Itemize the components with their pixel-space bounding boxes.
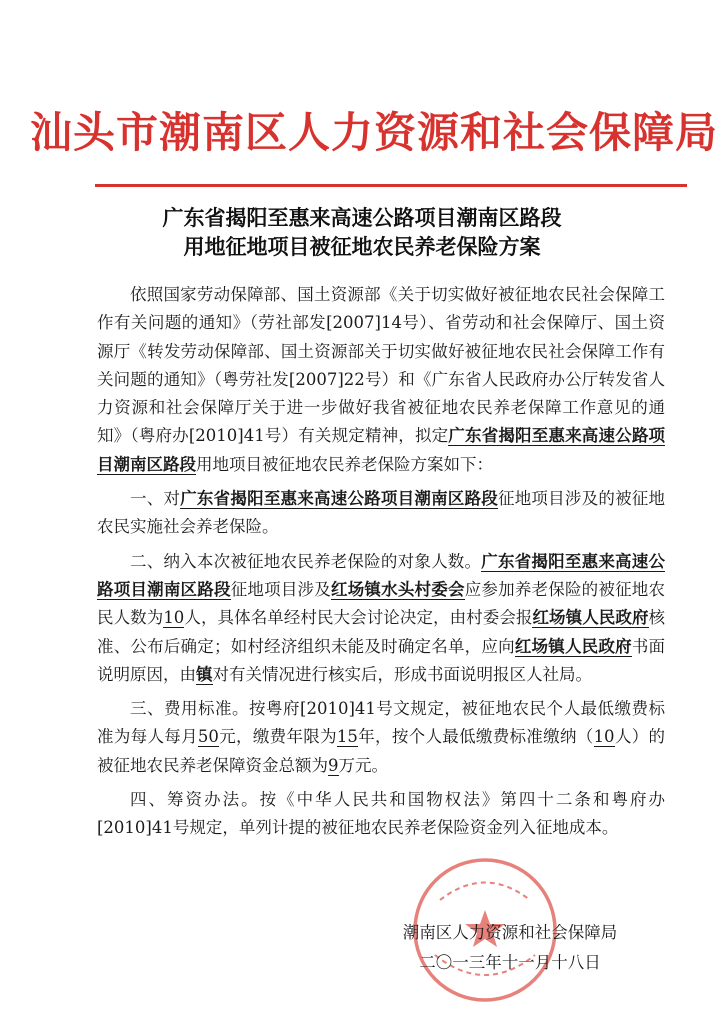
monthly-fee: 50: [197, 727, 219, 747]
letterhead-rule: [95, 184, 687, 187]
text-span: 三、费用标准。按粤府[2010]41号文规定，被征地农民个人最低缴费标准为每人每月: [97, 699, 665, 747]
paragraph-item-4: [97, 786, 665, 843]
text-span: 征地项目涉及: [230, 579, 331, 599]
signature-org: 潮南区人力资源和社会保障局: [402, 923, 618, 942]
town-government-highlight: 红场镇人民政府: [514, 636, 632, 656]
text-span: 依照国家劳动保障部、国土资源部《关于切实做好被征地农民社会保障工作有关问题的通知》（劳社部发[2007]14号）、省劳动和社会保障厅、国土资源厅《转发劳动保障部、国土资源部关于切实做好被征地农民社会保障工作有关问题的通知》（粤劳社发[2007]22号）和《广东省人民政府办公厅转发省人力资源和社会保障厅关于进一步做好我省被征地农民养老保障工作意见的通知》（粤府办[2010]41号）有关规定精神，拟定: [97, 285, 665, 446]
text-span: 对有关情况进行核实后，形成书面说明报区人社局。: [212, 664, 592, 684]
project-name-highlight: 广东省揭阳至惠来高速公路项目潮南区路段: [97, 551, 666, 599]
paragraph-item-1: [97, 485, 665, 542]
text-span: 征地项目涉及的被征地农民实施社会养老保险。: [97, 489, 666, 537]
people-count: 10: [163, 608, 185, 628]
letterhead-title: 汕头市潮南区人力资源和社会保障局: [30, 108, 719, 157]
text-span: 应参加养老保险的被征地农民人数为: [97, 579, 666, 628]
text-span: 四、筹资办法。按《中华人民共和国物权法》第四十二条和粤府办[2010]41号规定，单列计提的被征地农民养老保险资金列入征地成本。: [97, 790, 665, 838]
people-count: 10: [593, 727, 615, 747]
text-span: 用地项目被征地农民养老保险方案如下：: [196, 454, 493, 474]
text-span: 人，具体名单经村民大会讨论决定，由村委会报: [184, 608, 533, 628]
town-highlight: 镇: [196, 664, 213, 684]
document-title-line2: 用地征地项目被征地农民养老保险方案: [183, 234, 541, 259]
text-span: 人）的被征地农民养老保障资金总额为: [97, 727, 665, 775]
text-span: 一、对: [130, 489, 181, 509]
paragraph-basis: [97, 281, 665, 479]
total-amount: 9: [328, 755, 339, 775]
text-span: 核准、公布后确定；如村经济组织未能及时确定名单，应向: [97, 608, 666, 656]
text-span: 二、纳入本次被征地农民养老保险的对象人数。: [130, 551, 482, 571]
project-name-highlight: 广东省揭阳至惠来高速公路项目潮南区路段: [97, 426, 665, 474]
paragraph-item-3: [97, 695, 665, 780]
text-span: 书面说明原因，由: [97, 636, 666, 684]
project-name-highlight: 广东省揭阳至惠来高速公路项目潮南区路段: [180, 489, 498, 509]
text-span: 元，缴费年限为: [218, 727, 337, 747]
payment-years: 15: [336, 727, 358, 747]
town-government-highlight: 红场镇人民政府: [532, 608, 649, 628]
village-committee-highlight: 红场镇水头村委会: [330, 579, 465, 599]
document-body: [97, 281, 665, 849]
signature-date: 二〇一三年十一月十八日: [419, 953, 601, 972]
signature-block: [380, 918, 640, 978]
paragraph-item-2: [97, 548, 665, 689]
document-title-line1: 广东省揭阳至惠来高速公路项目潮南区路段: [162, 205, 562, 230]
text-span: 万元。: [338, 755, 388, 775]
text-span: 年，按个人最低缴费标准缴纳（: [357, 727, 594, 747]
